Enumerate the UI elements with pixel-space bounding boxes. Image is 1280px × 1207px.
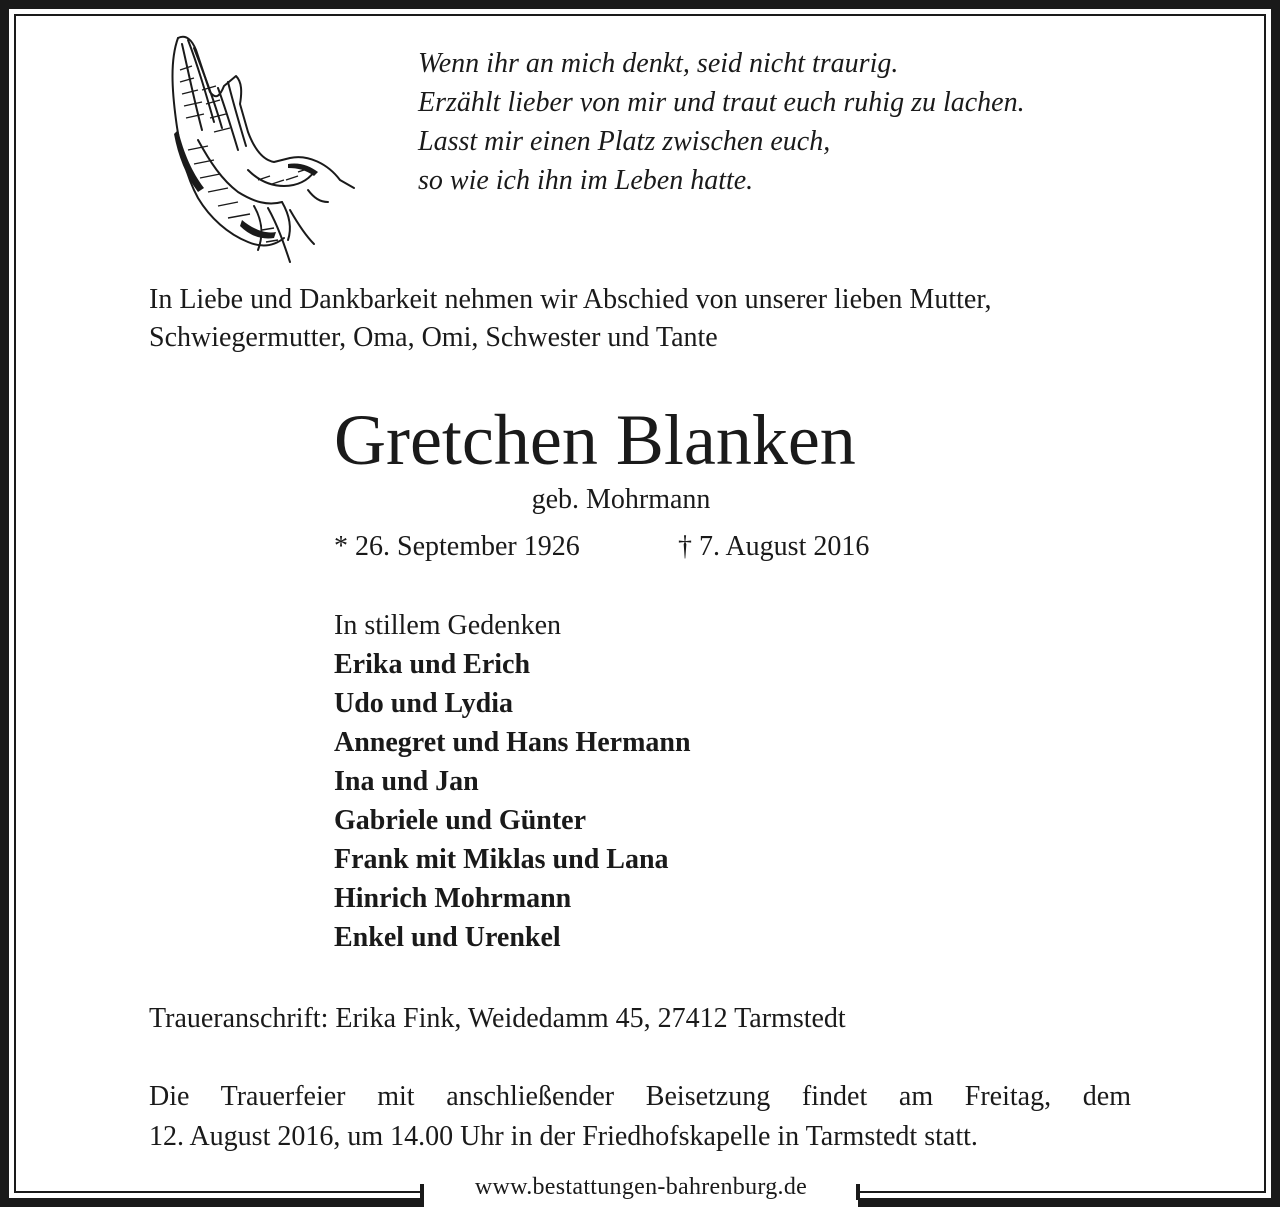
poem-line: Erzählt lieber von mir und traut euch ruhig zu lachen. — [418, 87, 1025, 118]
poem-line: Lasst mir einen Platz zwischen euch, — [418, 126, 831, 157]
birth-date: * 26. September 1926 — [334, 531, 580, 562]
mourner-name: Hinrich Mohrmann — [334, 883, 572, 914]
mourner-name: Erika und Erich — [334, 649, 531, 680]
mourner-name: Enkel und Urenkel — [334, 922, 561, 953]
poem-line: Wenn ihr an mich denkt, seid nicht traurig. — [418, 48, 899, 79]
intro-line: In Liebe und Dankbarkeit nehmen wir Abschied von unserer lieben Mutter, — [149, 284, 992, 315]
death-date: † 7. August 2016 — [678, 531, 870, 562]
intro-line: Schwiegermutter, Oma, Omi, Schwester und Tante — [149, 322, 718, 353]
praying-hands-icon — [158, 30, 358, 266]
mourners-list — [334, 645, 691, 957]
service-line: 12. August 2016, um 14.00 Uhr in der Friedhofskapelle in Tarmstedt statt. — [149, 1121, 978, 1152]
mourner-name: Udo und Lydia — [334, 688, 513, 719]
poem — [418, 44, 1025, 200]
poem-line: so wie ich ihn im Leben hatte. — [418, 165, 754, 196]
footer-website-link[interactable]: www.bestattungen-bahrenburg.de — [474, 1174, 808, 1200]
mourners-intro: In stillem Gedenken — [334, 610, 562, 641]
mourner-name: Ina und Jan — [334, 766, 479, 797]
maiden-name: geb. Mohrmann — [531, 484, 711, 515]
mourner-name: Gabriele und Günter — [334, 805, 587, 836]
deceased-name: Gretchen Blanken — [334, 400, 856, 480]
mourner-name: Annegret und Hans Hermann — [334, 727, 691, 758]
service-info — [149, 1077, 1131, 1157]
mourning-address: Traueranschrift: Erika Fink, Weidedamm 45, 27412 Tarmstedt — [149, 1003, 846, 1034]
mourner-name: Frank mit Miklas und Lana — [334, 844, 669, 875]
service-line: Die Trauerfeier mit anschließender Beisetzung findet am Freitag, dem — [149, 1081, 1131, 1112]
intro-text — [149, 281, 992, 357]
